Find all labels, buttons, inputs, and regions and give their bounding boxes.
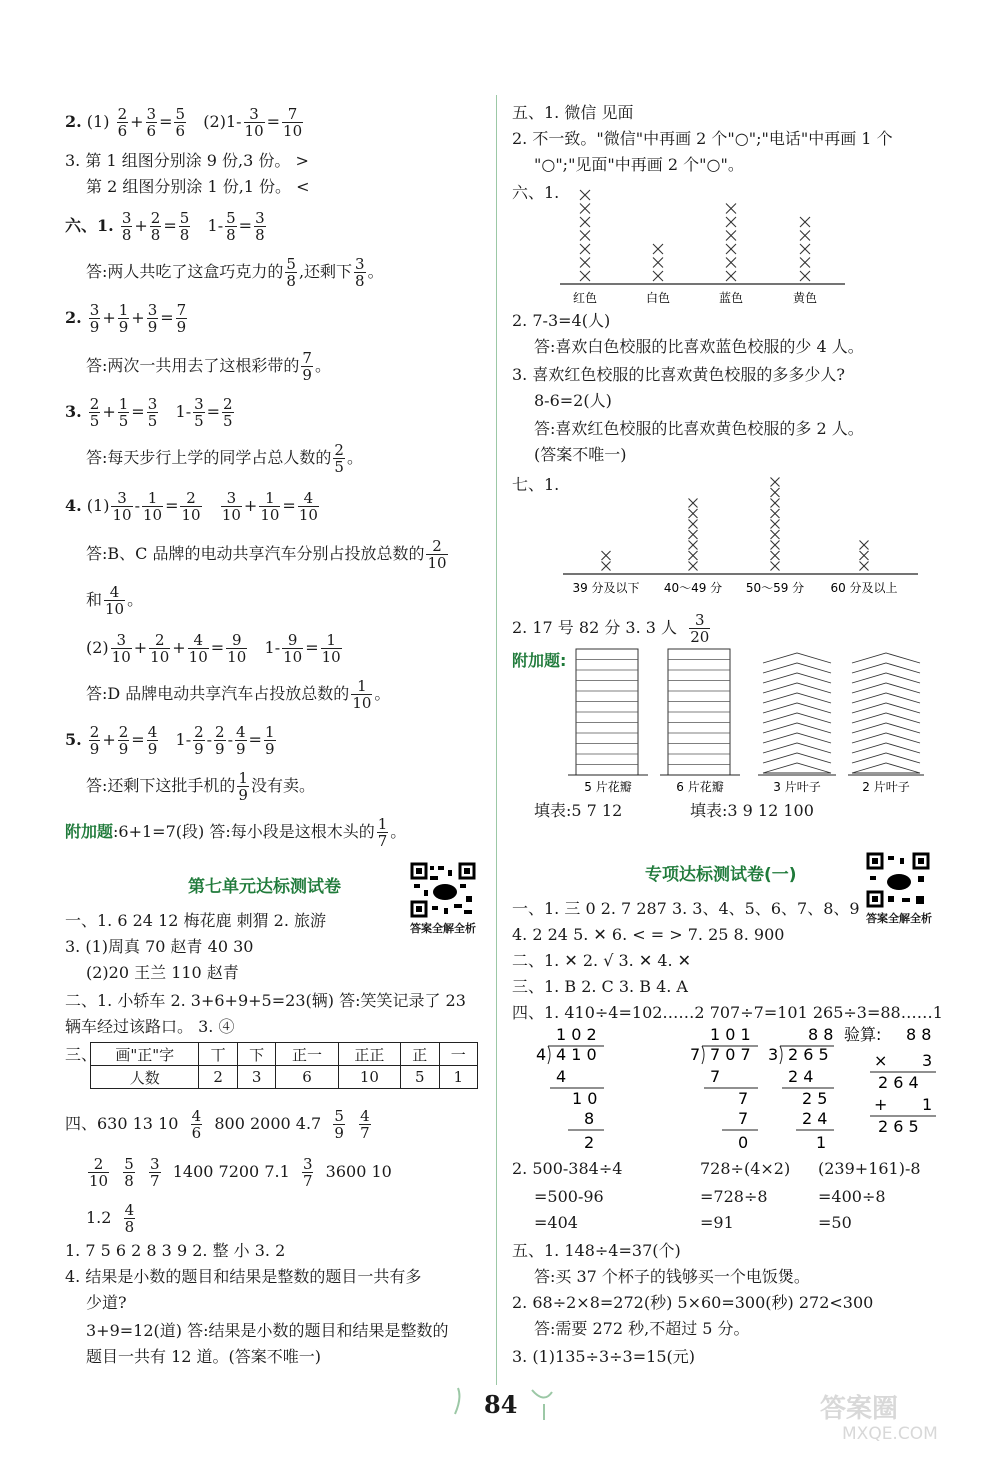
r-line10: (答案不唯一) [534,445,627,464]
leaf-mark [763,653,831,663]
page-ornament-icon [440,1384,570,1424]
table-cell: 正一 [276,1043,338,1066]
label: 答:还剩下这批手机的 [86,776,236,795]
r-line9: 答:喜欢红色校服的比喜欢黄色校服的多 2 人。 [534,419,864,438]
tally-mark [860,551,869,560]
answer-6-4-1: 4. (1) $\frac{3}{10}$ - $\frac{1}{10}$ = $\frac{2}{10}$ $\frac{3}{10}$ + $\frac{1}{10}$ = $\frac{4}{10}$ [65,489,318,524]
r-line7: 3. 喜欢红色校服的比喜欢黄色校服的多多少人? [512,365,845,384]
label: 。 [390,822,407,841]
tally-mark [800,271,810,281]
tally-mark [689,541,698,550]
calc-b1: 728÷(4×2) [700,1159,791,1178]
long-division-work [530,1024,940,1154]
r-line12: 2. 17 号 82 分 3. 3 人 $\frac{3}{20}$ [512,611,710,646]
label: 六、1. [65,216,114,235]
r-line8: 8-6=2(人) [534,391,612,410]
tally-mark [771,541,780,550]
tally-mark [800,231,810,241]
tally-mark [653,244,663,254]
tally-mark [580,271,590,281]
petal-stack-6 [668,649,730,775]
svg-text:×: × [874,1051,888,1070]
svg-text:8 8: 8 8 [808,1025,834,1044]
svg-text:2: 2 [584,1133,595,1152]
svg-text:2 6 5: 2 6 5 [878,1117,919,1136]
label: (1) [86,496,110,515]
chart-label-40: 40～49 分 [663,581,723,595]
leaf-mark [852,653,920,663]
tally-mark [771,499,780,508]
table-cell: 下 [237,1043,275,1066]
answer-6-5-text: 答:还剩下这批手机的 $\frac{1}{9}$ 没有卖。 [86,769,315,804]
figure-label: 5 片花瓣 [584,780,632,794]
petal-stack-5 [576,649,638,775]
tally-mark [771,520,780,529]
svg-text:7 0 7: 7 0 7 [710,1045,751,1064]
chart-label-white: 白色 [645,291,671,305]
svg-text:1: 1 [922,1095,933,1114]
label: (2) [86,638,109,657]
r-line2: 2. 不一致。"微信"中再画 2 个"○";"电话"中再画 1 个 [512,129,893,148]
tally-mark [860,541,869,550]
tally-mark [689,509,698,518]
label: 1.2 [86,1208,112,1227]
answer-3-row1: 3. 第 1 组图分别涂 9 份,3 份。 > [65,151,309,170]
table-cell: 一 [439,1043,477,1066]
svg-text:2 6 4: 2 6 4 [878,1073,919,1092]
unit7-line8: $\frac{2}{10}$ $\frac{5}{8}$ $\frac{3}{7}$ 1400 7200 7.1 $\frac{3}{7}$ 3600 10 [89,1155,392,1190]
section-title-unit7: 第七单元达标测试卷 [188,877,341,897]
special-line10: 答:买 37 个杯子的钱够买一个电饭煲。 [534,1267,810,1286]
label: 四、630 13 10 [65,1114,179,1133]
leaf-mark [852,673,920,683]
leaf-mark [852,663,920,673]
leaf-mark [763,753,831,763]
table-cell: 人数 [91,1066,199,1089]
tally-mark [580,190,590,200]
leaf-mark [852,723,920,733]
tally-mark [771,488,780,497]
chart-label-60: 60 分及以上 [830,581,898,595]
tally-mark [771,530,780,539]
label: 。 [127,590,144,609]
answer-6-5: 5. $\frac{2}{9}$ + $\frac{2}{9}$ = $\frac{4}{9}$ 1- $\frac{2}{9}$ - $\frac{2}{9}$ - $\frac{4}{9}$ = $\frac{1}{9}$ [65,723,275,758]
chart-label-blue: 蓝色 [718,291,744,305]
label: 4. [65,496,82,515]
calc-c1: (239+161)-8 [818,1159,921,1178]
tally-mark [653,271,663,281]
table-cell: 正 [401,1043,439,1066]
special-line9: 五、1. 148÷4=37(个) [512,1241,681,1260]
svg-text:1: 1 [816,1133,827,1152]
table-cell: 正正 [338,1043,400,1066]
tally-mark [800,217,810,227]
svg-text:2 4: 2 4 [802,1109,828,1128]
tally-mark [689,551,698,560]
label: 答:D 品牌电动共享汽车占投放总数的 [86,684,350,703]
qr-code-icon[interactable] [410,862,476,922]
qr-caption: 答案全解全析 [410,922,476,935]
tally-mark [653,258,663,268]
leaf-stack-2 [852,653,920,773]
svg-text:8: 8 [584,1109,595,1128]
svg-text:4: 4 [536,1045,547,1064]
label: 800 2000 4.7 [214,1114,322,1133]
label: ,还剩下 [298,262,353,281]
unit7-line11: 4. 结果是小数的题目和结果是整数的题目一共有多 [65,1267,422,1286]
unit7-line9: 1.2 $\frac{4}{8}$ [86,1201,135,1236]
leaf-mark [852,713,920,723]
tally-mark [689,499,698,508]
tally-mark [726,231,736,241]
unit7-line7: 四、630 13 10 $\frac{4}{6}$ 800 2000 4.7 $\frac{5}{9}$ $\frac{4}{7}$ [65,1107,370,1142]
answer-6-3: 3. $\frac{2}{5}$ + $\frac{1}{5}$ = $\frac{3}{5}$ 1- $\frac{3}{5}$ = $\frac{2}{5}$ [65,395,233,430]
tally-mark [580,217,590,227]
label: 2. [65,112,82,131]
leaf-mark [763,723,831,733]
r-line5: 2. 7-3=4(人) [512,311,611,330]
tally-chart-colors [555,178,855,308]
label: 答:每天步行上学的同学占总人数的 [86,448,332,467]
r-line11: 七、1. [512,475,560,494]
unit7-line3: (2)20 王兰 110 赵青 [86,963,239,982]
tally-mark [689,520,698,529]
calc-a1: 2. 500-384÷4 [512,1159,623,1178]
tally-mark [602,551,611,560]
calc-a2: =500-96 [534,1187,604,1206]
label: 。 [314,356,331,375]
svg-text:1 0 1: 1 0 1 [710,1025,751,1044]
table-cell: 6 [276,1066,338,1089]
label: 答:两次一共用去了这根彩带的 [86,356,300,375]
label: 没有卖。 [250,776,315,795]
calc-b2: =728÷8 [700,1187,768,1206]
unit7-line13: 3+9=12(道) 答:结果是小数的题目和结果是整数的 [86,1321,449,1340]
label: 答:两人共吃了这盒巧克力的 [86,262,284,281]
tally-mark [726,271,736,281]
table-row [91,1066,478,1089]
label: 。 [374,684,391,703]
svg-text:7: 7 [710,1067,721,1086]
unit7-line12: 少道? [86,1293,127,1312]
special-line5: 四、1. 410÷4=102……2 707÷7=101 265÷3=88……1 [512,1003,943,1022]
label: (1) [86,112,110,131]
tally-mark [726,244,736,254]
leaf-mark [763,683,831,693]
tally-mark [689,562,698,571]
svg-text:4: 4 [556,1067,567,1086]
tally-mark [860,562,869,571]
label: 附加题 [65,822,114,841]
r-line4: 六、1. [512,183,560,202]
tally-mark [726,204,736,214]
unit7-line5: 辆车经过该路口。 3. ④ [65,1017,235,1036]
label: 。 [367,262,384,281]
leaf-mark [763,693,831,703]
tally-mark [689,530,698,539]
leaf-mark [852,743,920,753]
r-line3: "○";"见面"中再画 2 个"○"。 [534,155,744,174]
answer-2-left: 2. (1) $\frac{2}{6}$ + $\frac{3}{6}$ = $\frac{5}{6}$ (2)1- $\frac{3}{10}$ = $\frac{7}{10}$ [65,105,303,140]
answer-3-row2: 第 2 组图分别涂 1 份,1 份。 < [86,177,310,196]
leaf-mark [763,763,831,773]
svg-text:2 6 5: 2 6 5 [788,1045,829,1064]
label: 和 [86,590,103,609]
table-cell: 3 [237,1066,275,1089]
unit7-line4: 二、1. 小轿车 2. 3+6+9+5=23(辆) 答:笑笑记录了 23 [65,991,466,1010]
label: 答:B、C 品牌的电动共享汽车分别占投放总数的 [86,544,425,563]
table-cell: 2 [199,1066,237,1089]
figure-label: 2 片叶子 [862,780,910,794]
tally-mark [580,244,590,254]
svg-text:7: 7 [738,1109,749,1128]
table-cell: 5 [401,1066,439,1089]
leaf-mark [852,693,920,703]
bonus-answer: 附加题:6+1=7(段) 答:每小段是这根木头的 $\frac{1}{7}$ 。 [65,815,407,850]
tally-mark [800,244,810,254]
label: (2)1- [203,112,242,131]
verify-label: 验算: [844,1025,882,1044]
answer-6-1: 六、1. $\frac{3}{8}$ + $\frac{2}{8}$ = $\frac{5}{8}$ 1- $\frac{5}{8}$ = $\frac{3}{8}$ [65,209,265,244]
svg-text:0: 0 [738,1133,749,1152]
special-line11: 2. 68÷2×8=272(秒) 5×60=300(秒) 272<300 [512,1293,874,1312]
leaf-mark [763,713,831,723]
special-line2: 4. 2 24 5. ✕ 6. < = > 7. 25 8. 900 [512,925,785,944]
calc-c3: =50 [818,1213,852,1232]
tally-mark [726,258,736,268]
unit7-line6: 三、 [65,1045,98,1064]
fill-table-1: 填表:5 7 12 [534,801,623,820]
leaf-mark [763,743,831,753]
table-cell: 画"正"字 [91,1043,199,1066]
chart-label-red: 红色 [572,291,598,305]
label: 3600 10 [325,1162,392,1181]
bonus-figures [568,645,928,795]
tally-mark [771,551,780,560]
leaf-mark [852,683,920,693]
unit7-line2: 3. (1)周真 70 赵青 40 30 [65,937,254,956]
table-row [91,1043,478,1066]
bonus-label: 附加题: [512,651,567,670]
special-line4: 三、1. B 2. C 3. B 4. A [512,977,688,996]
leaf-mark [852,763,920,773]
tally-mark [771,562,780,571]
leaf-mark [852,753,920,763]
svg-text:1 0 2: 1 0 2 [556,1025,597,1044]
unit7-line1: 一、1. 6 24 12 梅花鹿 刺猬 2. 旅游 [65,911,327,930]
r-line1: 五、1. 微信 见面 [512,103,634,122]
section-title-special: 专项达标测试卷(一) [645,865,797,885]
label: 3. [65,402,82,421]
leaf-mark [763,673,831,683]
watermark-logo: 答案圈 [820,1394,899,1424]
label: 2. 17 号 82 分 3. 3 人 [512,618,678,637]
svg-text:2 4: 2 4 [788,1067,814,1086]
label: 5. [65,730,82,749]
special-line13: 3. (1)135÷3÷3=15(元) [512,1347,695,1366]
table-cell: 丅 [199,1043,237,1066]
table-cell: 1 [439,1066,477,1089]
figure-label: 3 片叶子 [773,780,821,794]
chart-label-50: 50～59 分 [745,581,805,595]
tally-mark [771,478,780,487]
tally-table [90,1042,478,1089]
tally-mark [580,204,590,214]
table-cell: 10 [338,1066,400,1089]
answer-6-4-text3: 答:D 品牌电动共享汽车占投放总数的 $\frac{1}{10}$ 。 [86,677,391,712]
calc-c2: =400÷8 [818,1187,886,1206]
leaf-mark [763,733,831,743]
qr-caption: 答案全解全析 [866,912,932,925]
leaf-mark [852,703,920,713]
leaf-stack-3 [763,653,831,773]
column-divider [496,95,497,1385]
svg-text:7: 7 [738,1089,749,1108]
svg-text:3: 3 [922,1051,933,1070]
watermark-url: MXQE.COM [842,1424,938,1444]
tally-mark [800,258,810,268]
svg-text:+: + [874,1095,888,1114]
label: 1400 7200 7.1 [172,1162,290,1181]
answer-6-4-text1: 答:B、C 品牌的电动共享汽车分别占投放总数的 $\frac{2}{10}$ [86,537,447,572]
chart-label-39: 39 分及以下 [572,581,640,595]
answer-6-1-text: 答:两人共吃了这盒巧克力的 $\frac{5}{8}$ ,还剩下 $\frac{3}{8}$ 。 [86,255,384,290]
special-line1: 一、1. 三 0 2. 7 287 3. 3、4、5、6、7、8、9 [512,899,860,918]
svg-text:1 0: 1 0 [572,1089,598,1108]
answer-6-3-text: 答:每天步行上学的同学占总人数的 $\frac{2}{5}$ 。 [86,441,363,476]
svg-text:8 8: 8 8 [906,1025,932,1044]
unit7-line14: 题目一共有 12 道。(答案不唯一) [86,1347,322,1366]
special-line3: 二、1. ✕ 2. √ 3. ✕ 4. ✕ [512,951,692,970]
label: 。 [346,448,363,467]
leaf-mark [852,733,920,743]
answer-6-2-text: 答:两次一共用去了这根彩带的 $\frac{7}{9}$ 。 [86,349,331,384]
leaf-mark [763,663,831,673]
chart-label-yellow: 黄色 [792,291,818,305]
answer-6-4-text2: 和 $\frac{4}{10}$ 。 [86,583,144,618]
qr-code-icon[interactable] [866,852,930,912]
special-line12: 答:需要 272 秒,不超过 5 分。 [534,1319,750,1338]
leaf-mark [763,703,831,713]
page-number: 84 [484,1390,518,1419]
answer-6-4-2: (2) $\frac{3}{10}$ + $\frac{2}{10}$ + $\frac{4}{10}$ = $\frac{9}{10}$ 1- $\frac{9}{10}$ = $\frac{1}{10}$ [86,631,341,666]
calc-b3: =91 [700,1213,734,1232]
tally-mark [771,509,780,518]
calc-a3: =404 [534,1213,578,1232]
svg-text:3: 3 [768,1045,779,1064]
svg-text:7: 7 [690,1045,701,1064]
tally-mark [726,217,736,227]
figure-label: 6 片花瓣 [676,780,724,794]
label: :6+1=7(段) 答:每小段是这根木头的 [113,822,375,841]
svg-text:4 1 0: 4 1 0 [556,1045,597,1064]
tally-mark [602,562,611,571]
fill-table-2: 填表:3 9 12 100 [690,801,814,820]
tally-mark [580,258,590,268]
svg-text:2 5: 2 5 [802,1089,828,1108]
r-line6: 答:喜欢白色校服的比喜欢蓝色校服的少 4 人。 [534,337,864,356]
tally-chart-scores [558,472,928,602]
answer-6-2: 2. $\frac{3}{9}$ + $\frac{1}{9}$ + $\frac{3}{9}$ = $\frac{7}{9}$ [65,301,187,336]
label: 2. [65,308,82,327]
tally-mark [580,231,590,241]
unit7-line10: 1. 7 5 6 2 8 3 9 2. 整 小 3. 2 [65,1241,286,1260]
